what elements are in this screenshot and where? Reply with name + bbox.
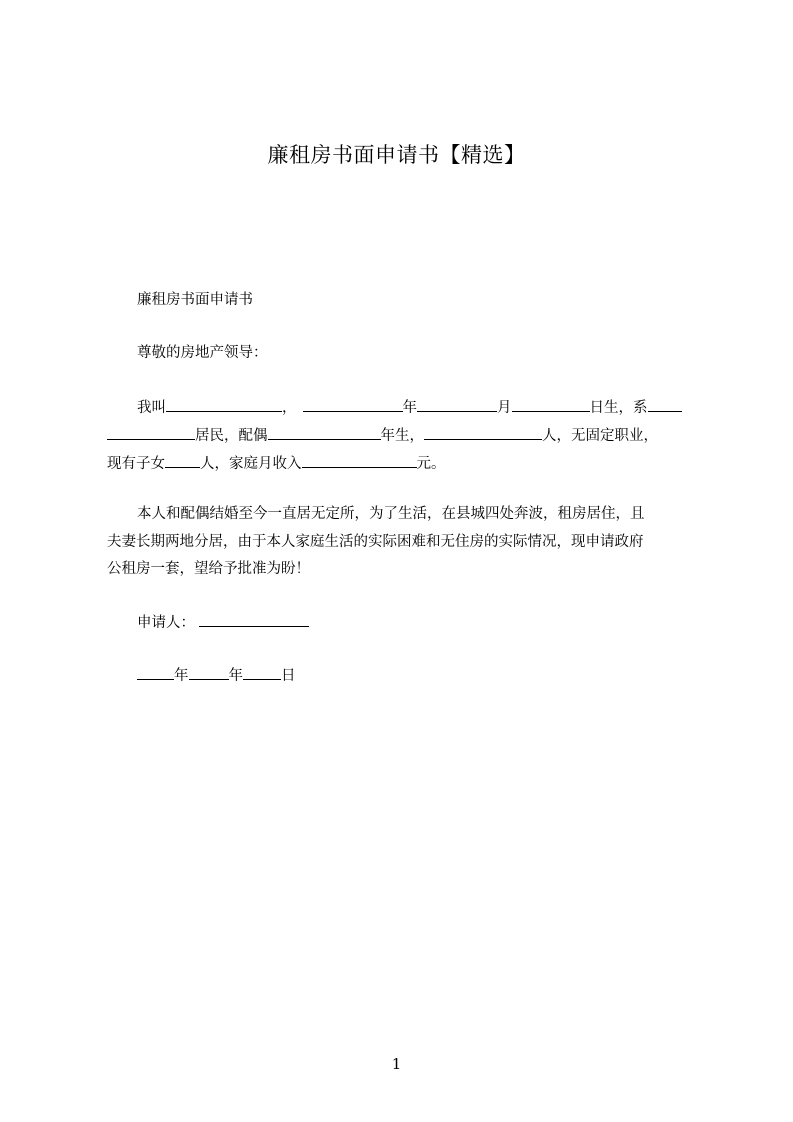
form-text: 人，无固定职业， xyxy=(542,428,658,444)
form-line-1 xyxy=(137,398,682,416)
date-text: 日 xyxy=(281,668,296,684)
date-day-blank[interactable] xyxy=(243,666,281,680)
date-year-blank[interactable] xyxy=(137,666,174,680)
applicant-line xyxy=(137,613,309,631)
residence-blank-cont[interactable] xyxy=(107,426,195,440)
document-title: 廉租房书面申请书【精选】 xyxy=(267,143,526,167)
form-text: ， xyxy=(282,400,297,416)
body-line-3: 公租房一套，望给予批准为盼！ xyxy=(107,561,310,577)
date-month-blank[interactable] xyxy=(189,666,229,680)
applicant-blank[interactable] xyxy=(199,613,309,627)
birth-year-blank[interactable] xyxy=(303,398,403,412)
date-line xyxy=(137,666,296,684)
page-number: 1 xyxy=(391,1055,402,1073)
birth-day-blank[interactable] xyxy=(512,398,590,412)
form-text: 年 xyxy=(402,400,417,416)
form-text: 月 xyxy=(497,400,512,416)
form-text: 元。 xyxy=(416,456,446,472)
body-line-1: 本人和配偶结婚至今一直居无定所，为了生活，在县城四处奔波，租房居住，且 xyxy=(137,506,645,522)
document-heading: 廉租房书面申请书 xyxy=(137,292,253,308)
form-text: 年生， xyxy=(380,428,424,444)
name-blank[interactable] xyxy=(166,398,282,412)
spouse-blank[interactable] xyxy=(268,426,381,440)
form-line-2 xyxy=(107,426,658,444)
monthly-income-blank[interactable] xyxy=(302,454,417,468)
form-text: 人，家庭月收入 xyxy=(200,456,302,472)
date-text: 年 xyxy=(228,668,243,684)
residence-blank[interactable] xyxy=(648,398,682,412)
form-line-3 xyxy=(107,454,446,472)
form-text: 日生，系 xyxy=(589,400,648,416)
form-text: 居民，配偶 xyxy=(195,428,268,444)
birth-month-blank[interactable] xyxy=(417,398,497,412)
body-line-2: 夫妻长期两地分居，由于本人家庭生活的实际困难和无住房的实际情况，现申请政府 xyxy=(107,534,644,550)
form-text: 我叫 xyxy=(137,400,166,416)
salutation: 尊敬的房地产领导： xyxy=(137,345,268,361)
form-text: 现有子女 xyxy=(107,456,165,472)
children-count-blank[interactable] xyxy=(165,454,200,468)
applicant-label: 申请人： xyxy=(137,615,195,631)
date-text: 年 xyxy=(174,668,189,684)
household-count-blank[interactable] xyxy=(424,426,542,440)
